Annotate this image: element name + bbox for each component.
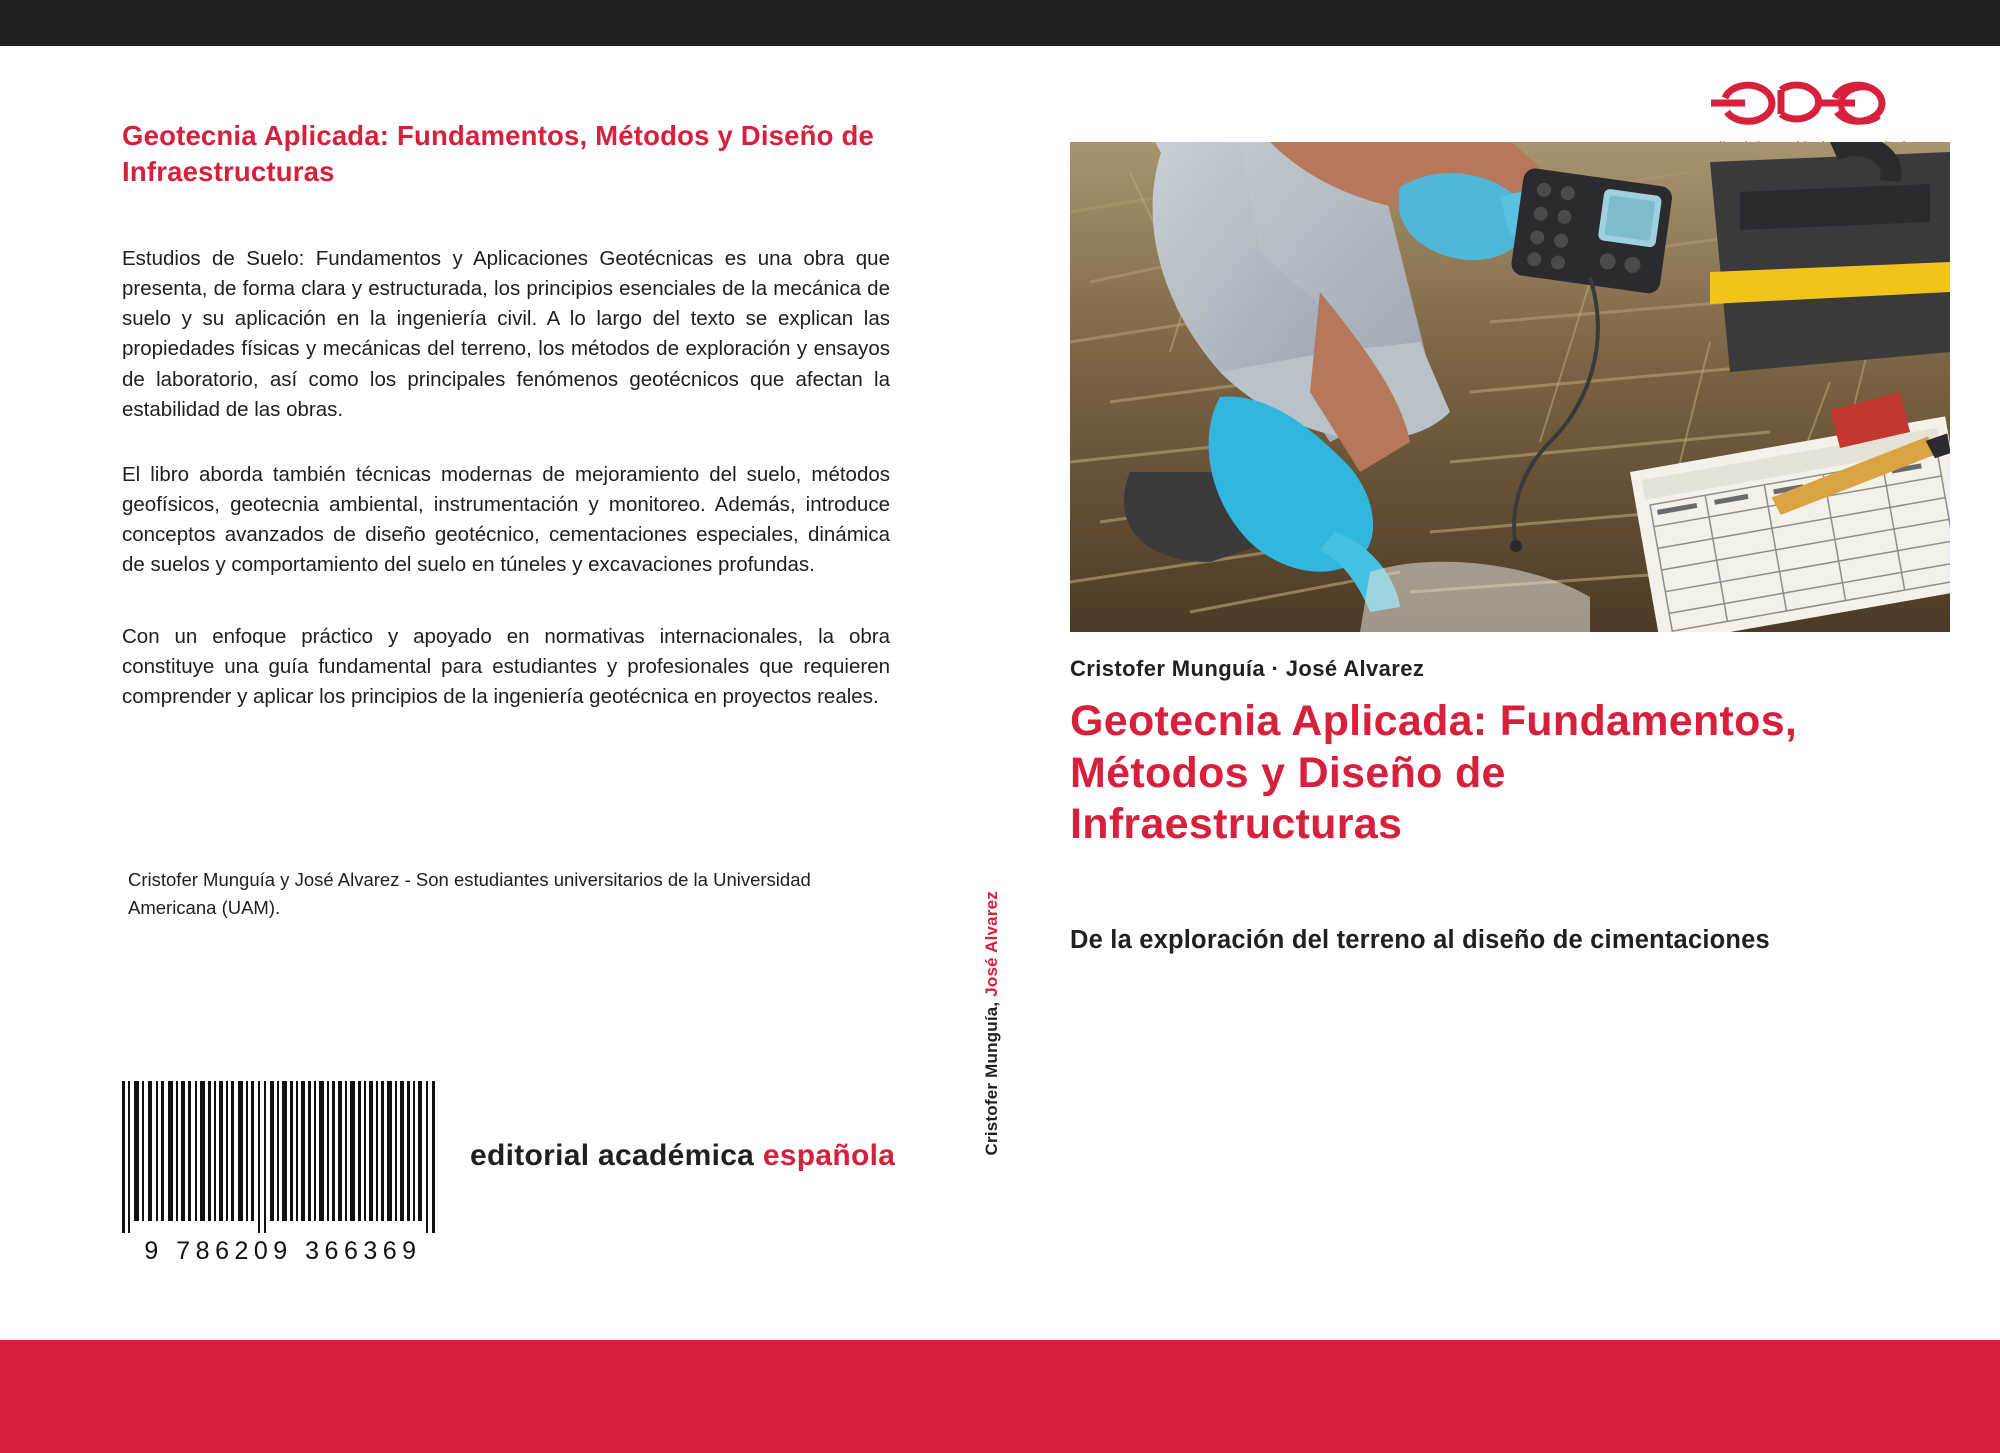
front-cover-authors: Cristofer Munguía · José Alvarez [1070,656,1425,681]
author-biography-note: Cristofer Munguía y José Alvarez - Son estudiantes universitarios de la Universidad Americana (UAM). [128,869,811,918]
back-cover-title: Geotecnia Aplicada: Fundamentos, Métodos y Diseño de Infraestructuras [122,120,875,188]
soil-testing-photo [1070,142,1950,632]
spine-author-black: Cristofer Munguía, [982,1001,1001,1156]
back-cover-paragraph-1: Estudios de Suelo: Fundamentos y Aplicaciones Geotécnicas es una obra que presenta, de forma clara y estructurada, los principios esenciales de la mecánica de suelo y su aplicación en la ingeniería civil. A lo largo del texto se explican las propiedades físicas y mecánicas del terreno, los métodos de exploración y ensayos de laboratorio, así como los principales fenómenos geotécnicos que afectan la estabilidad de las obras. [122,247,890,421]
front-cover-subtitle: De la exploración del terreno al diseño de cimentaciones [1070,926,1770,954]
bottom-red-bar [0,1340,2000,1453]
top-black-bar [0,0,2000,46]
spine-author-red: José Alvarez [982,891,1001,997]
back-cover-paragraph-2: El libro aborda también técnicas modernas de mejoramiento del suelo, métodos geofísicos, geotecnia ambiental, instrumentación y monitoreo. Además, introduce conceptos avanzados de diseño geotécnico, cementaciones especiales, dinámica de suelos y comportamiento del suelo en túneles y excavaciones profundas. [122,463,890,577]
isbn-barcode [118,1081,448,1266]
eae-logo-icon [1697,72,1923,134]
front-cover-title: Geotecnia Aplicada: Fundamentos, Métodos y Diseño de Infraestructuras [1070,697,1798,849]
back-cover [0,46,960,1340]
back-cover-paragraph-3: Con un enfoque práctico y apoyado en normativas internacionales, la obra constituye una guía fundamental para estudiantes y profesionales que requieren comprender y aplicar los principios de la ingeniería geotécnica en proyectos reales. [122,625,890,709]
book-spine [960,46,1050,1340]
isbn-number: 9 786209 366369 [144,1237,422,1265]
imprint-red-text: española [762,1139,896,1172]
imprint-black-text: editorial académica [470,1139,755,1172]
front-cover [1050,46,2000,1340]
barcode-image [118,1081,440,1233]
spine-author-text [982,891,1002,1155]
back-cover-imprint [470,1139,895,1173]
cover-photograph [1070,142,1950,632]
